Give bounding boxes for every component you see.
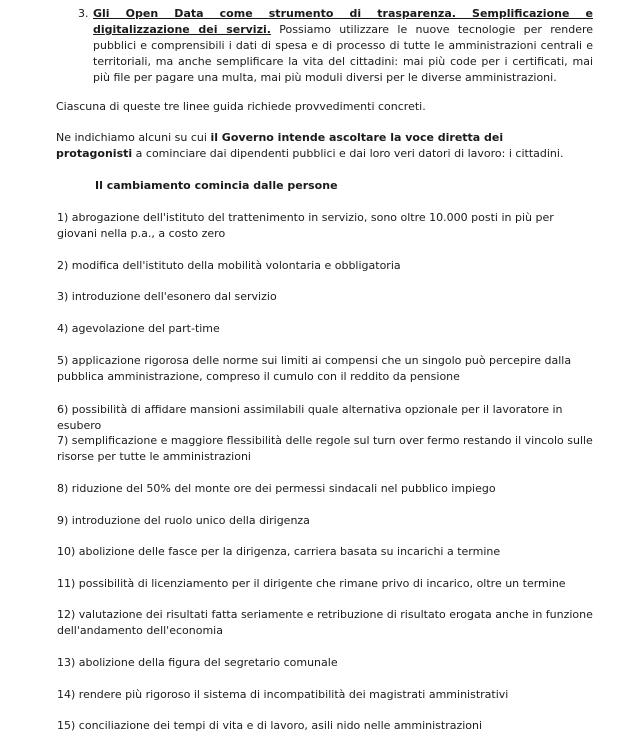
government-paragraph (56, 130, 576, 162)
list-item: 15) conciliazione dei tempi di vita e di lavoro, asili nido nelle amministrazioni (57, 719, 483, 732)
list-item: 7) semplificazione e maggiore flessibilità delle regole sul turn over fermo restando il vincolo sulle risorse per tutte le amministrazioni (57, 434, 593, 463)
list-item: 13) abolizione della figura del segretario comunale (57, 656, 338, 669)
government-text-bold: il Governo intende ascoltare la voce diretta dei protagonisti (56, 131, 504, 160)
point-number: 3. (78, 7, 89, 20)
list-item: 6) possibilità di affidare mansioni assimilabili quale alternativa opzionale per il lavoratore in esubero (57, 403, 563, 432)
government-text-after: a cominciare dai dipendenti pubblici e dai loro veri datori di lavoro: i cittadini. (132, 147, 564, 160)
list-item: 8) riduzione del 50% del monte ore dei permessi sindacali nel pubblico impiego (57, 482, 496, 495)
list-item: 11) possibilità di licenziamento per il dirigente che rimane privo di incarico, oltre un termine (57, 577, 566, 590)
intro-paragraph: Ciascuna di queste tre linee guida richiede provvedimenti concreti. (56, 100, 426, 113)
section-heading: Il cambiamento comincia dalle persone (95, 179, 338, 192)
list-item: 4) agevolazione del part-time (57, 322, 220, 335)
point-3-text: Possiamo utilizzare le nuove tecnologie per rendere pubblici e comprensibili i dati di spesa e di processo di tutte le amministrazioni centrali e territoriali, ma anche semplificare la vita del cittadini: mai più code per i certificati, mai più file per pagare una multa, mai più moduli diversi per le diverse amministrazioni. (93, 23, 594, 84)
point-3-paragraph (93, 6, 593, 86)
list-item: 14) rendere più rigoroso il sistema di incompatibilità dei magistrati amministrativi (57, 688, 509, 701)
list-item: 1) abrogazione dell'istituto del trattenimento in servizio, sono oltre 10.000 posti in più per giovani nella p.a., a costo zero (57, 211, 554, 240)
government-text-before: Ne indichiamo alcuni su cui (56, 131, 211, 144)
list-item: 3) introduzione dell'esonero dal servizio (57, 290, 277, 303)
list-item: 2) modifica dell'istituto della mobilità volontaria e obbligatoria (57, 259, 401, 272)
point-3-title: Gli Open Data come strumento di trasparenza. Semplificazione e digitalizzazione dei servizi. (93, 7, 593, 36)
list-item: 5) applicazione rigorosa delle norme sui limiti ai compensi che un singolo può percepire dalla pubblica amministrazione, compreso il cumulo con il reddito da pensione (57, 354, 572, 383)
list-item: 10) abolizione delle fasce per la dirigenza, carriera basata su incarichi a termine (57, 545, 501, 558)
list-item: 9) introduzione del ruolo unico della dirigenza (57, 514, 310, 527)
list-item: 12) valutazione dei risultati fatta seriamente e retribuzione di risultato erogata anche in funzione dell'andamento dell'economia (57, 608, 593, 637)
